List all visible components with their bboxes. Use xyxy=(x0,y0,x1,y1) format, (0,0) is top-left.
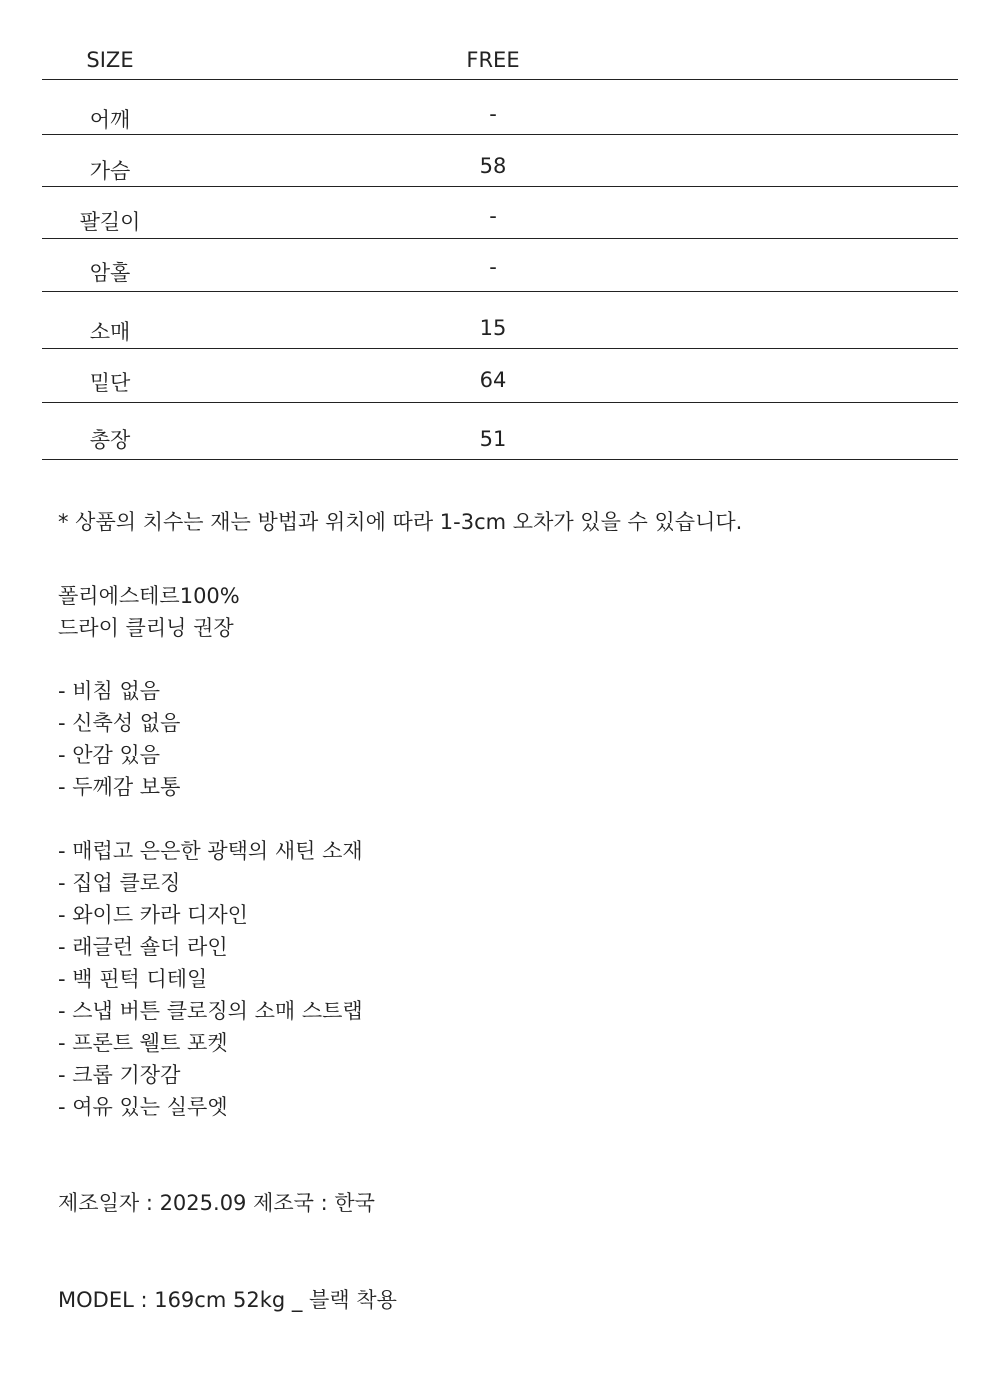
size-row-sleeve-length xyxy=(42,187,958,239)
size-row-value: 51 xyxy=(479,427,507,451)
feature-item: - 와이드 카라 디자인 xyxy=(58,903,248,927)
size-row-value: 58 xyxy=(479,154,507,178)
feature-item: - 집업 클로징 xyxy=(58,871,181,895)
size-table-header xyxy=(42,38,958,80)
size-row-label: 어깨 xyxy=(89,108,131,132)
measurement-note: * 상품의 치수는 재는 방법과 위치에 따라 1-3cm 오차가 있을 수 있습니다. xyxy=(58,510,743,534)
material-care: 드라이 클리닝 권장 xyxy=(58,616,234,640)
size-row-value: 15 xyxy=(479,316,507,340)
feature-item: - 여유 있는 실루엣 xyxy=(58,1095,228,1119)
size-row-value: - xyxy=(489,102,497,126)
feature-item: - 프론트 웰트 포켓 xyxy=(58,1031,228,1055)
size-row-label: 팔길이 xyxy=(79,210,141,234)
feature-item: - 스냅 버튼 클로징의 소매 스트랩 xyxy=(58,999,363,1023)
size-row-label: 총장 xyxy=(89,428,131,452)
size-row-value: - xyxy=(489,255,497,279)
size-row-chest xyxy=(42,135,958,187)
size-table xyxy=(42,38,958,460)
property-item: - 신축성 없음 xyxy=(58,711,181,735)
property-item: - 두께감 보통 xyxy=(58,775,181,799)
size-row-armhole xyxy=(42,239,958,292)
header-free-label: FREE xyxy=(466,48,520,72)
property-item: - 비침 없음 xyxy=(58,679,161,703)
size-row-value: - xyxy=(489,204,497,228)
size-row-shoulder xyxy=(42,80,958,135)
size-row-value: 64 xyxy=(479,368,507,392)
model-info: MODEL : 169cm 52kg _ 블랙 착용 xyxy=(58,1288,397,1312)
size-row-label: 밑단 xyxy=(89,371,131,395)
size-row-label: 암홀 xyxy=(89,261,131,285)
feature-item: - 크롭 기장감 xyxy=(58,1063,181,1087)
size-row-label: 소매 xyxy=(89,320,131,344)
feature-item: - 래글런 숄더 라인 xyxy=(58,935,228,959)
material-fabric: 폴리에스테르100% xyxy=(58,584,240,608)
size-row-hem xyxy=(42,349,958,403)
feature-item: - 백 핀턱 디테일 xyxy=(58,967,208,991)
size-row-label: 가슴 xyxy=(89,159,131,183)
manufacture-info: 제조일자 : 2025.09 제조국 : 한국 xyxy=(58,1191,375,1215)
feature-item: - 매럽고 은은한 광택의 새틴 소재 xyxy=(58,839,363,863)
property-item: - 안감 있음 xyxy=(58,743,161,767)
header-size-label: SIZE xyxy=(86,48,134,72)
size-row-sleeve xyxy=(42,292,958,349)
size-row-total-length xyxy=(42,403,958,460)
